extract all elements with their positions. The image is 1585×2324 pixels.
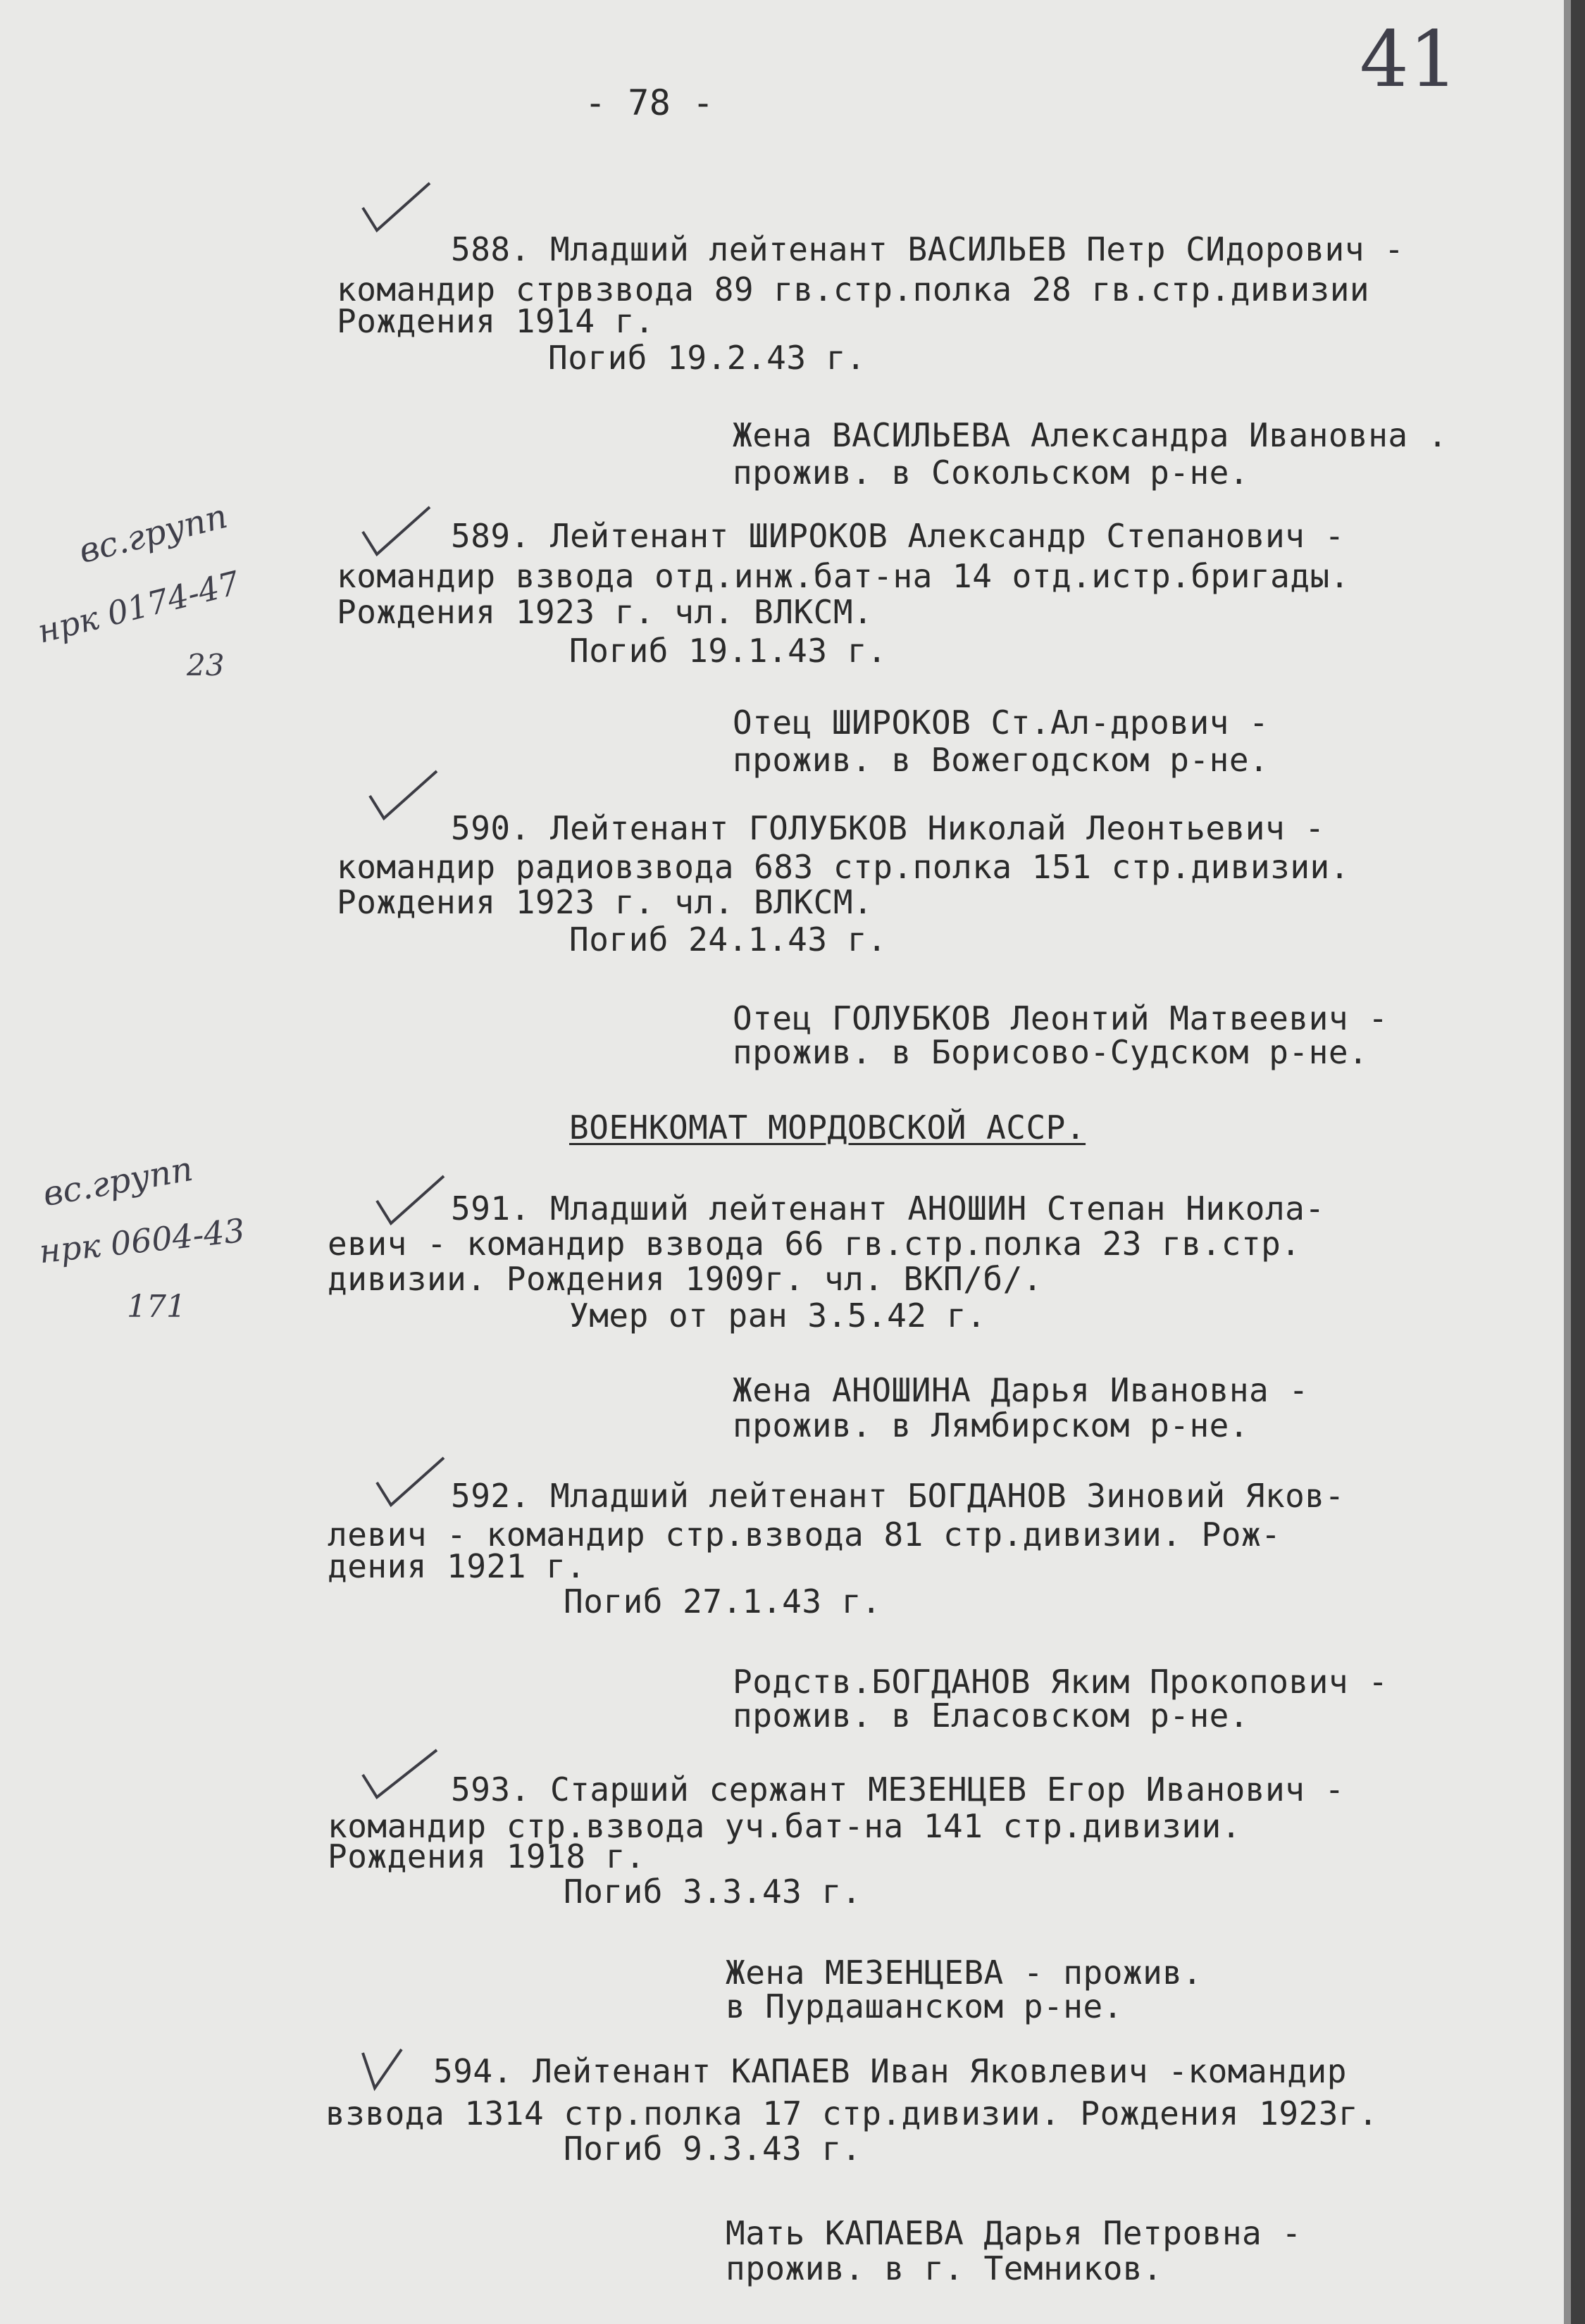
checkmark-icon: [359, 2046, 409, 2095]
entry-591-line-4: Умер от ран 3.5.42 г.: [569, 1297, 987, 1335]
entry-592-line-1: 592. Младший лейтенант БОГДАНОВ Зиновий Яков-: [451, 1477, 1345, 1515]
page-number: - 78 -: [585, 82, 714, 123]
entry-590-relative-2: прожив. в Борисово-Судском р-не.: [733, 1033, 1369, 1071]
checkmark-icon: [359, 180, 437, 236]
entry-593-line-3: Рождения 1918 г.: [328, 1837, 646, 1875]
entry-590-line-3: Рождения 1923 г. чл. ВЛКСМ.: [337, 883, 874, 921]
entry-591-relative-2: прожив. в Лямбирском р-не.: [733, 1406, 1250, 1444]
entry-591-line-2: евич - командир взвода 66 гв.стр.полка 23 гв.стр.: [328, 1225, 1301, 1263]
entry-593-relative-1: Жена МЕЗЕНЦЕВА - прожив.: [726, 1954, 1202, 1992]
margin-note-589-line-3: 23: [187, 648, 225, 682]
entry-594-relative-2: прожив. в г. Темников.: [726, 2249, 1163, 2287]
entry-589-relative-1: Отец ШИРОКОВ Ст.Ал-дрович -: [733, 704, 1269, 742]
entry-593-line-4: Погиб 3.3.43 г.: [564, 1873, 862, 1911]
checkmark-icon: [366, 768, 444, 824]
entry-588-relative-2: прожив. в Сокольском р-не.: [733, 454, 1250, 492]
entry-589-line-4: Погиб 19.1.43 г.: [569, 632, 888, 670]
margin-note-589-line-2: нрк 0174-47: [33, 563, 244, 651]
entry-594-line-2: взвода 1314 стр.полка 17 стр.дивизии. Рождения 1923г.: [325, 2094, 1379, 2132]
margin-note-591-line-1: вс.групп: [39, 1149, 196, 1215]
checkmark-icon: [359, 504, 437, 560]
entry-593-line-2: командир стр.взвода уч.бат-на 141 стр.дивизии.: [328, 1807, 1241, 1845]
margin-note-591-line-2: нрк 0604-43: [37, 1211, 247, 1271]
entry-590-line-4: Погиб 24.1.43 г.: [569, 920, 888, 958]
page-edge-shadow: [1564, 0, 1571, 2324]
entry-594-line-1: 594. Лейтенант КАПАЕВ Иван Яковлевич -командир: [433, 2052, 1347, 2090]
entry-589-relative-2: прожив. в Вожегодском р-не.: [733, 741, 1269, 779]
entry-590-line-1: 590. Лейтенант ГОЛУБКОВ Николай Леонтьевич -: [451, 809, 1325, 847]
checkmark-icon: [359, 1747, 444, 1803]
entry-589-line-2: командир взвода отд.инж.бат-на 14 отд.истр.бригады.: [337, 557, 1350, 595]
page-edge: [1571, 0, 1585, 2324]
entry-590-relative-1: Отец ГОЛУБКОВ Леонтий Матвеевич -: [733, 999, 1388, 1037]
margin-note-589-line-1: вс.групп: [75, 496, 232, 572]
entry-588-line-3: Рождения 1914 г.: [337, 302, 655, 340]
margin-note-591-line-3: 171: [127, 1289, 186, 1325]
checkmark-icon: [373, 1173, 451, 1229]
entry-592-line-3: дения 1921 г.: [328, 1547, 586, 1585]
entry-588-relative-1: Жена ВАСИЛЬЕВА Александра Ивановна .: [733, 416, 1448, 454]
entry-594-relative-1: Мать КАПАЕВА Дарья Петровна -: [726, 2214, 1302, 2252]
entry-593-line-1: 593. Старший сержант МЕЗЕНЦЕВ Егор Иванович -: [451, 1770, 1345, 1808]
entry-591-relative-1: Жена АНОШИНА Дарья Ивановна -: [733, 1371, 1309, 1409]
entry-592-line-2: левич - командир стр.взвода 81 стр.дивизии. Рож-: [328, 1516, 1281, 1554]
archive-sheet-number: 41: [1360, 14, 1458, 104]
entry-588-line-4: Погиб 19.2.43 г.: [548, 339, 866, 377]
entry-589-line-1: 589. Лейтенант ШИРОКОВ Александр Степанович -: [451, 517, 1345, 555]
section-heading: ВОЕНКОМАТ МОРДОВСКОЙ АССР.: [569, 1108, 1086, 1147]
entry-590-line-2: командир радиовзвода 683 стр.полка 151 стр.дивизии.: [337, 848, 1350, 886]
entry-588-line-1: 588. Младший лейтенант ВАСИЛЬЕВ Петр СИдорович -: [451, 230, 1405, 268]
entry-592-relative-1: Родств.БОГДАНОВ Яким Прокопович -: [733, 1663, 1388, 1701]
entry-594-line-3: Погиб 9.3.43 г.: [564, 2130, 862, 2168]
entry-589-line-3: Рождения 1923 г. чл. ВЛКСМ.: [337, 593, 874, 631]
checkmark-icon: [373, 1454, 451, 1511]
entry-593-relative-2: в Пурдашанском р-не.: [726, 1987, 1123, 2025]
entry-591-line-1: 591. Младший лейтенант АНОШИН Степан Никола-: [451, 1189, 1325, 1227]
entry-592-line-4: Погиб 27.1.43 г.: [564, 1582, 882, 1620]
entry-592-relative-2: прожив. в Еласовском р-не.: [733, 1697, 1250, 1735]
entry-588-line-2: командир стрвзвода 89 гв.стр.полка 28 гв.стр.дивизии: [337, 270, 1370, 308]
entry-591-line-3: дивизии. Рождения 1909г. чл. ВКП/б/.: [328, 1260, 1043, 1298]
